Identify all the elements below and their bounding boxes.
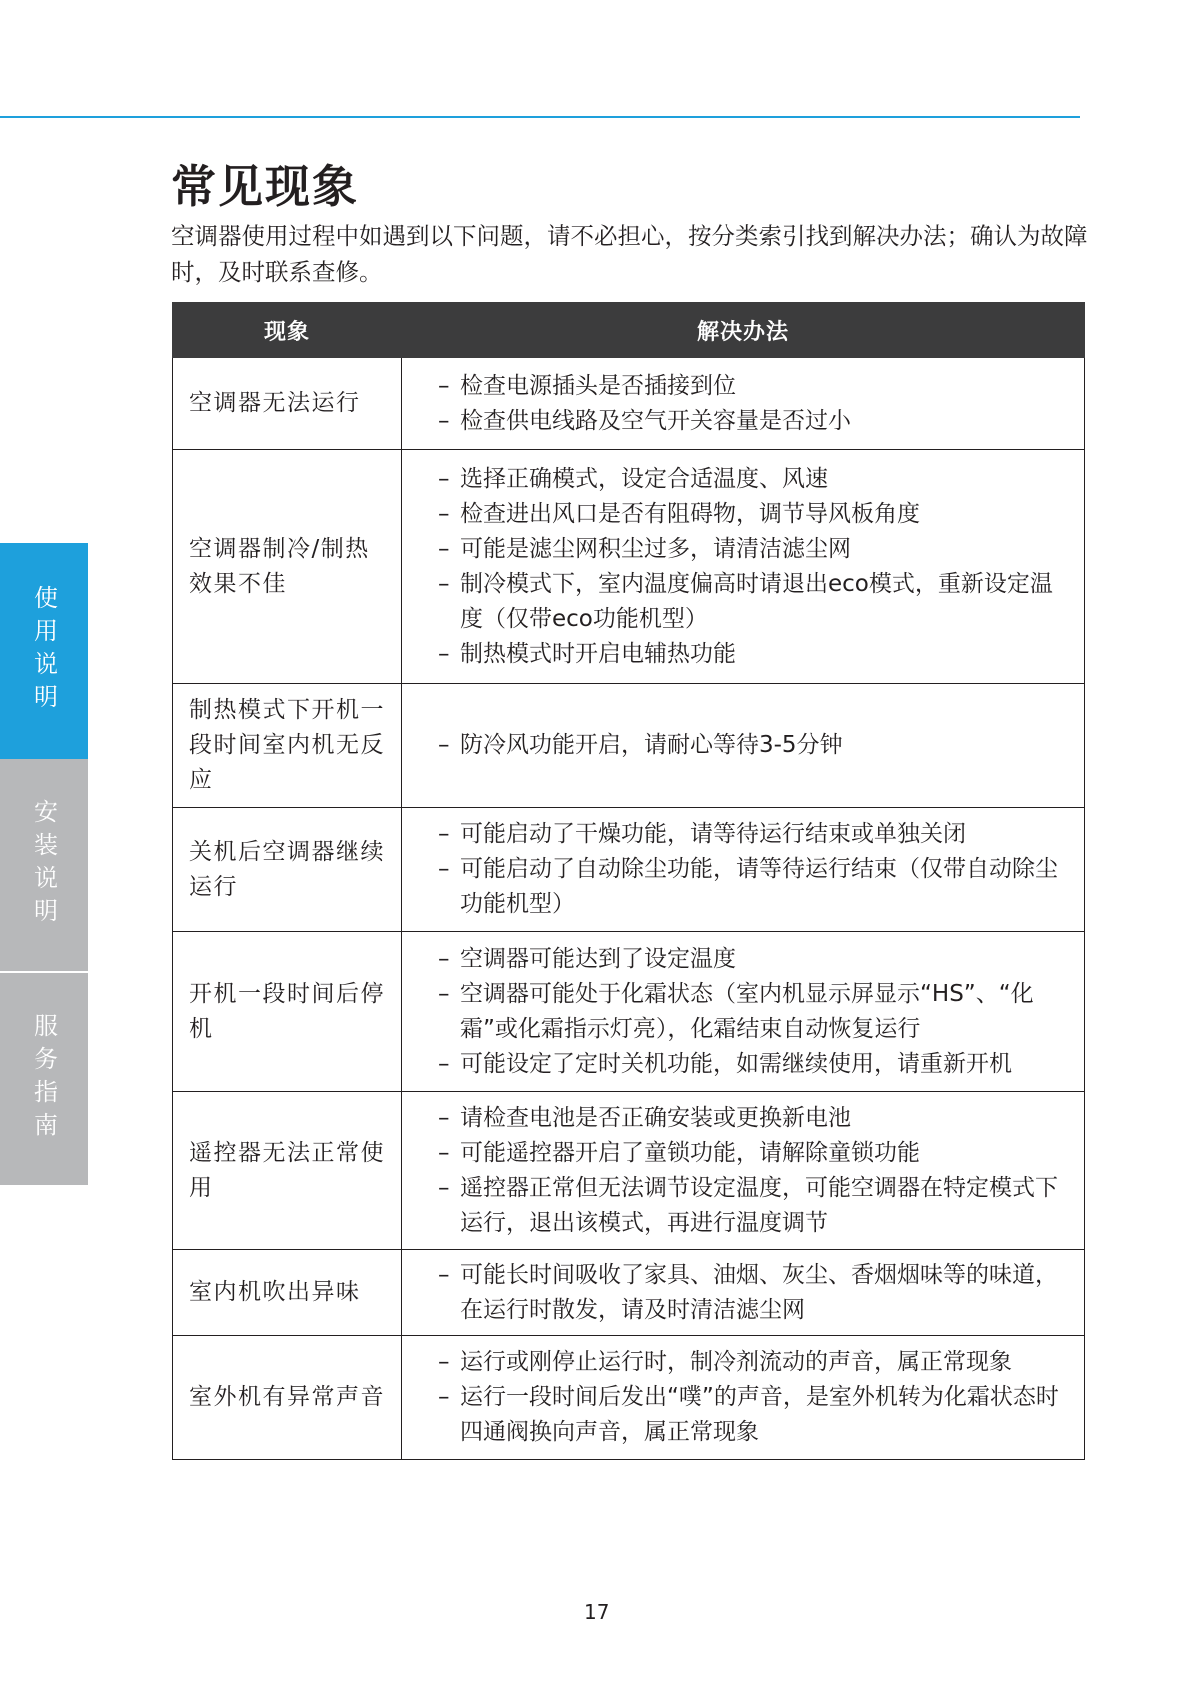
table-row bbox=[173, 932, 1085, 1092]
table-row bbox=[173, 1250, 1085, 1336]
solution-item: – 运行或刚停止运行时，制冷剂流动的声音，属正常现象 bbox=[438, 1345, 1072, 1380]
side-tab-usage[interactable] bbox=[0, 543, 88, 759]
page-title: 常见现象 bbox=[171, 160, 360, 213]
solution-item: – 运行一段时间后发出“噗”的声音，是室外机转为化霜状态时四通阀换向声音，属正常现象 bbox=[438, 1380, 1072, 1450]
side-tab-installation[interactable] bbox=[0, 759, 88, 971]
top-rule bbox=[0, 116, 1080, 118]
solution-item: – 防冷风功能开启，请耐心等待3-5分钟 bbox=[438, 728, 1072, 763]
solution-item: – 可能启动了干燥功能，请等待运行结束或单独关闭 bbox=[438, 817, 1072, 852]
solution-item: – 检查电源插头是否插接到位 bbox=[438, 369, 1072, 404]
solution-item: – 空调器可能达到了设定温度 bbox=[438, 942, 1072, 977]
phenomenon-cell: 空调器无法运行 bbox=[173, 358, 402, 450]
table-row bbox=[173, 1092, 1085, 1250]
side-tab-label: 安装说明 bbox=[29, 799, 58, 931]
solution-item: – 可能设定了定时关机功能，如需继续使用，请重新开机 bbox=[438, 1047, 1072, 1082]
solution-item: – 制热模式时开启电辅热功能 bbox=[438, 637, 1072, 672]
side-tab-service[interactable] bbox=[0, 973, 88, 1185]
troubleshooting-table bbox=[172, 302, 1085, 1460]
solution-cell bbox=[402, 684, 1085, 808]
side-tab-label: 服务指南 bbox=[29, 1013, 58, 1145]
table-row bbox=[173, 450, 1085, 684]
table-row bbox=[173, 1336, 1085, 1460]
solution-item: – 制冷模式下，室内温度偏高时请退出eco模式，重新设定温度（仅带eco功能机型） bbox=[438, 567, 1072, 637]
table-row bbox=[173, 358, 1085, 450]
side-tab-label: 使用说明 bbox=[29, 585, 58, 717]
header-solution: 解决办法 bbox=[402, 303, 1085, 358]
solution-cell bbox=[402, 450, 1085, 684]
phenomenon-cell: 制热模式下开机一段时间室内机无反应 bbox=[173, 684, 402, 808]
solution-item: – 可能长时间吸收了家具、油烟、灰尘、香烟烟味等的味道，在运行时散发，请及时清洁滤尘网 bbox=[438, 1258, 1072, 1328]
solution-item: – 选择正确模式，设定合适温度、风速 bbox=[438, 462, 1072, 497]
solution-item: – 空调器可能处于化霜状态（室内机显示屏显示“HS”、“化霜”或化霜指示灯亮），化霜结束自动恢复运行 bbox=[438, 977, 1072, 1047]
solution-cell bbox=[402, 358, 1085, 450]
phenomenon-cell: 开机一段时间后停机 bbox=[173, 932, 402, 1092]
solution-item: – 可能启动了自动除尘功能，请等待运行结束（仅带自动除尘功能机型） bbox=[438, 852, 1072, 922]
phenomenon-cell: 关机后空调器继续运行 bbox=[173, 808, 402, 932]
solution-item: – 请检查电池是否正确安装或更换新电池 bbox=[438, 1101, 1072, 1136]
solution-cell bbox=[402, 1336, 1085, 1460]
phenomenon-cell: 遥控器无法正常使用 bbox=[173, 1092, 402, 1250]
solution-item: – 可能遥控器开启了童锁功能，请解除童锁功能 bbox=[438, 1136, 1072, 1171]
solution-item: – 遥控器正常但无法调节设定温度，可能空调器在特定模式下运行，退出该模式，再进行温度调节 bbox=[438, 1171, 1072, 1241]
solution-cell bbox=[402, 1092, 1085, 1250]
table-row bbox=[173, 684, 1085, 808]
table-header-row bbox=[173, 303, 1085, 358]
solution-item: – 检查进出风口是否有阻碍物，调节导风板角度 bbox=[438, 497, 1072, 532]
solution-item: – 检查供电线路及空气开关容量是否过小 bbox=[438, 404, 1072, 439]
phenomenon-cell: 室外机有异常声音 bbox=[173, 1336, 402, 1460]
phenomenon-cell: 室内机吹出异味 bbox=[173, 1250, 402, 1336]
solution-cell bbox=[402, 808, 1085, 932]
intro-text: 空调器使用过程中如遇到以下问题，请不必担心，按分类索引找到解决办法；确认为故障时，及时联系查修。 bbox=[171, 222, 1088, 286]
header-phenomenon: 现象 bbox=[173, 303, 402, 358]
table-row bbox=[173, 808, 1085, 932]
page-number: 17 bbox=[584, 1600, 610, 1624]
side-tabs bbox=[0, 543, 88, 1185]
solution-cell bbox=[402, 932, 1085, 1092]
solution-cell bbox=[402, 1250, 1085, 1336]
phenomenon-cell: 空调器制冷/制热效果不佳 bbox=[173, 450, 402, 684]
solution-item: – 可能是滤尘网积尘过多，请清洁滤尘网 bbox=[438, 532, 1072, 567]
